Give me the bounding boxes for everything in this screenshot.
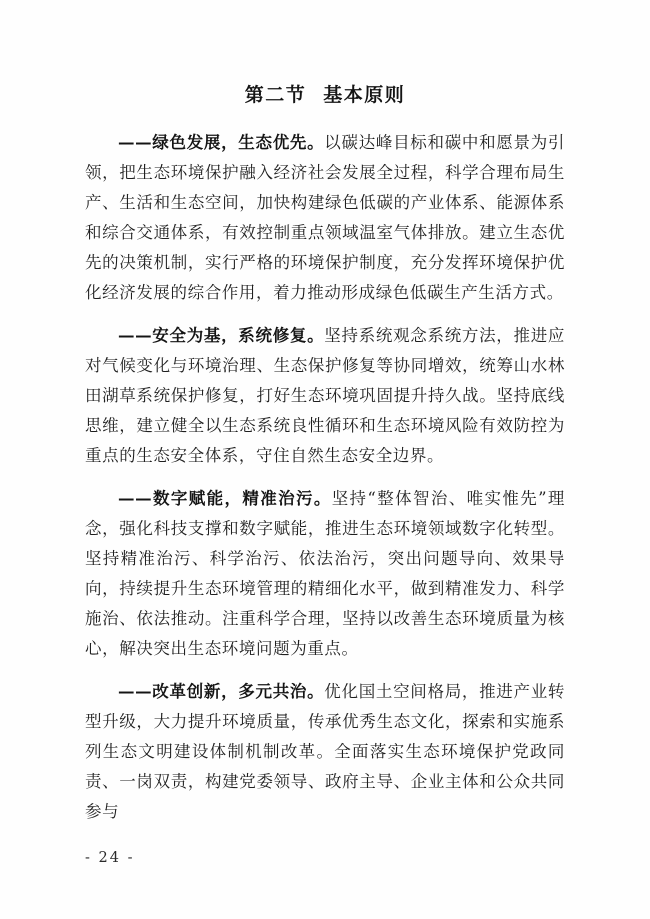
paragraph-lead: ——绿色发展，生态优先。 [118,133,325,152]
paragraph-lead: ——数字赋能，精准治污。 [118,489,332,508]
paragraph-text: 坚持系统观念系统方法，推进应对气候变化与环境治理、生态保护修复等协同增效，统筹山水林 田湖草系统保护修复，打好生态环境巩固提升持久战。坚持底线 思维，建立健全以生态系统良性循环和生态环境风险有效防控为 重点的生态安全体系，守住自然生态安全边界。 [85,326,565,465]
section-title: 第二节 基本原则 [244,84,406,106]
paragraph-reform-governance [85,677,565,827]
paragraph-lead: ——改革创新，多元共治。 [118,682,325,701]
document-body [85,128,565,827]
paragraph-text: 优化国土空间格局，推进产业转型升级，大力提升环境质量，传承优秀生态文化，探索和实施系列生态文明建设体制机制改革。全面落实生态环境保护党政同责、一岗双责，构建党委领导、政府主导、企业主体和公众共同参与 [85,682,565,821]
paragraph-text: 坚持“整体智治、唯实惟先”理念，强化科技支撑和数字赋能，推进生态环境领域数字化转型。坚持精准治污、科学治污、依法治污，突出问题导向、效果导向，持续提升生态环境管理的精细化水平，做到精准发力、科学施治、依法推动。注重科学合理，坚持以改善生态环境质量为核心，解决突出生态环境问题为重点。 [85,489,565,658]
paragraph-green-development [85,128,565,308]
paragraph-text: 以碳达峰目标和碳中和愿景为引领，把生态环境保护融入经济社会发展全过程，科学合理布局生 产、生活和生态空间，加快构建绿色低碳的产业体系、能源体系 和综合交通体系，有效控制重点领域温室气体排放。建立生态优 先的决策机制，实行严格的环境保护制度，充分发挥环境保护优 化经济发展的综合作用，着力推动形成绿色低碳生产生活方式。 [85,133,565,302]
page-number: - 24 - [85,850,135,866]
paragraph-safety-restoration [85,321,565,471]
paragraph-lead: ——安全为基，系统修复。 [118,326,325,345]
paragraph-digital-precision [85,484,565,664]
